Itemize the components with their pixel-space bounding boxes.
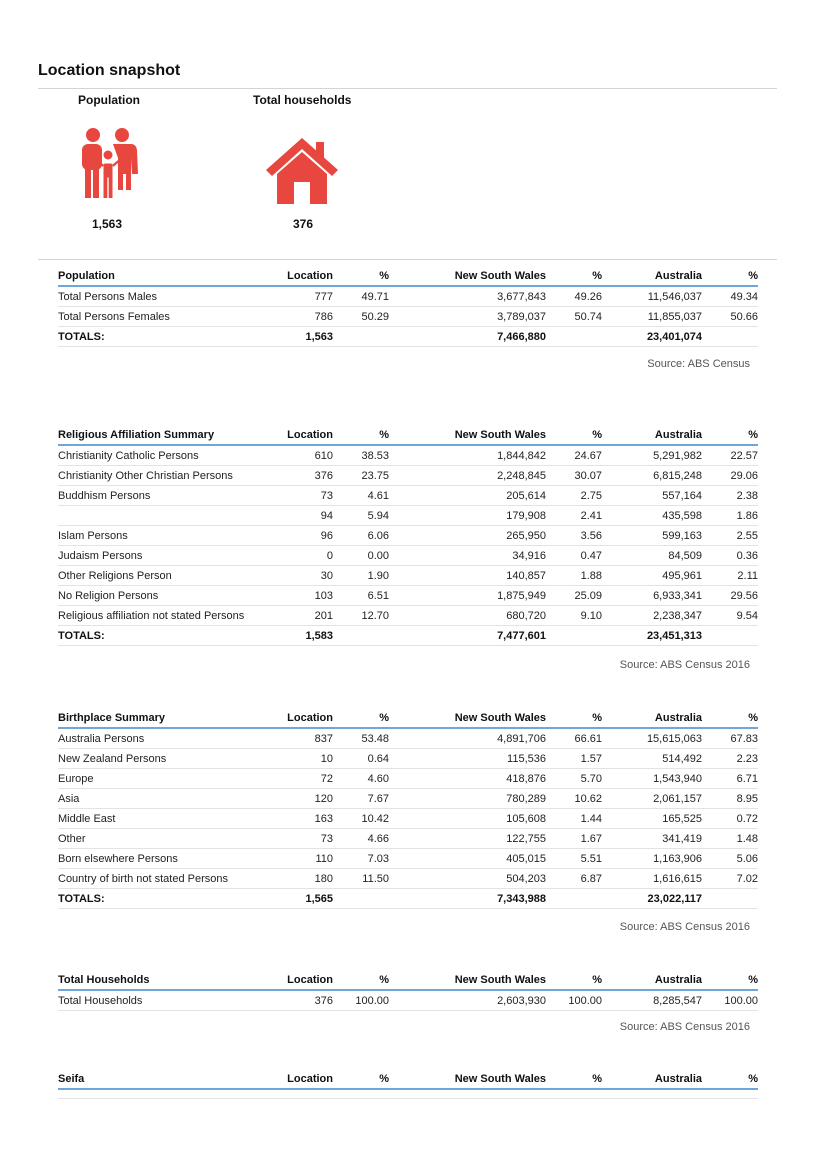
- cell-value: 2,238,347: [602, 606, 702, 626]
- cell-value: 8.95: [702, 789, 758, 809]
- cell-value: 11,546,037: [602, 286, 702, 307]
- column-header: Australia: [602, 970, 702, 990]
- table-row: [58, 849, 758, 869]
- table-row: [58, 728, 758, 749]
- totals-value: [546, 889, 602, 909]
- cell-value: 94: [260, 506, 333, 526]
- totals-label: TOTALS:: [58, 889, 260, 909]
- cell-value: 100.00: [546, 990, 602, 1011]
- column-header: Birthplace Summary: [58, 708, 260, 728]
- cell-value: 24.67: [546, 445, 602, 466]
- table-row: [58, 286, 758, 307]
- cell-value: 4.66: [333, 829, 389, 849]
- column-header: %: [702, 970, 758, 990]
- cell-value: 376: [260, 466, 333, 486]
- religion-table: [58, 425, 758, 646]
- cell-value: 163: [260, 809, 333, 829]
- totals-row: [58, 889, 758, 909]
- seifa-table: [58, 1069, 758, 1090]
- totals-row: [58, 626, 758, 646]
- cell-value: 2.11: [702, 566, 758, 586]
- cell-value: 6,815,248: [602, 466, 702, 486]
- table-row: [58, 809, 758, 829]
- row-label: Christianity Catholic Persons: [58, 445, 260, 466]
- table-row: [58, 546, 758, 566]
- column-header: New South Wales: [389, 1069, 546, 1089]
- cell-value: 10.62: [546, 789, 602, 809]
- column-header: %: [333, 970, 389, 990]
- table-row: [58, 526, 758, 546]
- row-label: Judaism Persons: [58, 546, 260, 566]
- cell-value: 110: [260, 849, 333, 869]
- table-row: [58, 466, 758, 486]
- column-header: %: [702, 708, 758, 728]
- cell-value: 786: [260, 307, 333, 327]
- cell-value: 50.29: [333, 307, 389, 327]
- cell-value: 105,608: [389, 809, 546, 829]
- cell-value: 6.71: [702, 769, 758, 789]
- cell-value: 1.67: [546, 829, 602, 849]
- house-icon: [264, 136, 340, 209]
- cell-value: 11,855,037: [602, 307, 702, 327]
- row-label: Christianity Other Christian Persons: [58, 466, 260, 486]
- cell-value: 38.53: [333, 445, 389, 466]
- population-table: [58, 266, 758, 347]
- column-header: %: [546, 708, 602, 728]
- cell-value: 0.00: [333, 546, 389, 566]
- cell-value: 179,908: [389, 506, 546, 526]
- cell-value: 10: [260, 749, 333, 769]
- cell-value: 22.57: [702, 445, 758, 466]
- cell-value: 15,615,063: [602, 728, 702, 749]
- table-row: [58, 869, 758, 889]
- column-header: New South Wales: [389, 708, 546, 728]
- row-label: Other: [58, 829, 260, 849]
- households-table: [58, 970, 758, 1011]
- cell-value: 2.41: [546, 506, 602, 526]
- cell-value: 165,525: [602, 809, 702, 829]
- column-header: Total Households: [58, 970, 260, 990]
- table-header-row: [58, 425, 758, 445]
- cell-value: 5.51: [546, 849, 602, 869]
- cell-value: 1,163,906: [602, 849, 702, 869]
- column-header: Seifa: [58, 1069, 260, 1089]
- cell-value: 5.94: [333, 506, 389, 526]
- totals-value: [546, 626, 602, 646]
- column-header: Religious Affiliation Summary: [58, 425, 260, 445]
- cell-value: 376: [260, 990, 333, 1011]
- column-header: Location: [260, 1069, 333, 1089]
- column-header: Location: [260, 425, 333, 445]
- row-label: Buddhism Persons: [58, 486, 260, 506]
- row-label: Born elsewhere Persons: [58, 849, 260, 869]
- population-label: Population: [78, 93, 140, 107]
- row-label: Religious affiliation not stated Persons: [58, 606, 260, 626]
- totals-value: 7,343,988: [389, 889, 546, 909]
- table-header-row: [58, 266, 758, 286]
- cell-value: 5.06: [702, 849, 758, 869]
- cell-value: 610: [260, 445, 333, 466]
- page-title: Location snapshot: [38, 62, 181, 79]
- cell-value: 9.10: [546, 606, 602, 626]
- cell-value: 1.44: [546, 809, 602, 829]
- cell-value: 599,163: [602, 526, 702, 546]
- cell-value: 100.00: [702, 990, 758, 1011]
- table-row: [58, 307, 758, 327]
- cell-value: 66.61: [546, 728, 602, 749]
- cell-value: 8,285,547: [602, 990, 702, 1011]
- totals-value: [333, 889, 389, 909]
- cell-value: 504,203: [389, 869, 546, 889]
- cell-value: 2,061,157: [602, 789, 702, 809]
- cell-value: 4.60: [333, 769, 389, 789]
- cell-value: 0.72: [702, 809, 758, 829]
- column-header: Population: [58, 266, 260, 286]
- title-divider: [38, 88, 777, 89]
- cell-value: 0: [260, 546, 333, 566]
- column-header: %: [546, 1069, 602, 1089]
- totals-value: [702, 626, 758, 646]
- table-row: [58, 506, 758, 526]
- totals-value: 23,451,313: [602, 626, 702, 646]
- cell-value: 435,598: [602, 506, 702, 526]
- cell-value: 5,291,982: [602, 445, 702, 466]
- cell-value: 25.09: [546, 586, 602, 606]
- row-label: Australia Persons: [58, 728, 260, 749]
- cell-value: 12.70: [333, 606, 389, 626]
- cell-value: 7.03: [333, 849, 389, 869]
- row-label: Europe: [58, 769, 260, 789]
- column-header: Australia: [602, 708, 702, 728]
- cell-value: 5.70: [546, 769, 602, 789]
- table-row: [58, 789, 758, 809]
- cell-value: 29.06: [702, 466, 758, 486]
- row-label: Total Persons Males: [58, 286, 260, 307]
- cell-value: 50.74: [546, 307, 602, 327]
- source-note: Source: ABS Census 2016: [619, 921, 750, 933]
- source-note: Source: ABS Census 2016: [619, 659, 750, 671]
- cell-value: 205,614: [389, 486, 546, 506]
- totals-value: 1,583: [260, 626, 333, 646]
- cell-value: 2,603,930: [389, 990, 546, 1011]
- cell-value: 50.66: [702, 307, 758, 327]
- cell-value: 0.64: [333, 749, 389, 769]
- column-header: %: [702, 266, 758, 286]
- cell-value: 1.57: [546, 749, 602, 769]
- table-row: [58, 990, 758, 1011]
- cell-value: 122,755: [389, 829, 546, 849]
- cell-value: 6,933,341: [602, 586, 702, 606]
- column-header: Location: [260, 970, 333, 990]
- cell-value: 49.71: [333, 286, 389, 307]
- column-header: Location: [260, 708, 333, 728]
- cell-value: 2.38: [702, 486, 758, 506]
- table-row: [58, 769, 758, 789]
- cell-value: 2,248,845: [389, 466, 546, 486]
- birthplace-table: [58, 708, 758, 909]
- table-row: [58, 586, 758, 606]
- cell-value: 201: [260, 606, 333, 626]
- cell-value: 495,961: [602, 566, 702, 586]
- cell-value: 6.06: [333, 526, 389, 546]
- cell-value: 34,916: [389, 546, 546, 566]
- cell-value: 780,289: [389, 789, 546, 809]
- table-bottom-rule: [58, 1098, 758, 1099]
- totals-value: [702, 889, 758, 909]
- households-label: Total households: [253, 93, 352, 107]
- cell-value: 11.50: [333, 869, 389, 889]
- cell-value: 2.55: [702, 526, 758, 546]
- row-label: Total Households: [58, 990, 260, 1011]
- table-header-row: [58, 1069, 758, 1089]
- column-header: %: [702, 425, 758, 445]
- row-label: Other Religions Person: [58, 566, 260, 586]
- row-label: Asia: [58, 789, 260, 809]
- row-label: New Zealand Persons: [58, 749, 260, 769]
- cell-value: 120: [260, 789, 333, 809]
- column-header: Australia: [602, 266, 702, 286]
- cell-value: 837: [260, 728, 333, 749]
- cell-value: 3.56: [546, 526, 602, 546]
- cell-value: 2.23: [702, 749, 758, 769]
- table-header-row: [58, 970, 758, 990]
- cell-value: 2.75: [546, 486, 602, 506]
- cell-value: 49.34: [702, 286, 758, 307]
- totals-label: TOTALS:: [58, 327, 260, 347]
- column-header: %: [333, 708, 389, 728]
- cell-value: 96: [260, 526, 333, 546]
- column-header: %: [546, 970, 602, 990]
- table-row: [58, 749, 758, 769]
- cell-value: 103: [260, 586, 333, 606]
- totals-value: 23,401,074: [602, 327, 702, 347]
- cell-value: 1,844,842: [389, 445, 546, 466]
- table-header-row: [58, 708, 758, 728]
- cell-value: 115,536: [389, 749, 546, 769]
- cell-value: 3,677,843: [389, 286, 546, 307]
- cell-value: 341,419: [602, 829, 702, 849]
- totals-value: [702, 327, 758, 347]
- cell-value: 1,543,940: [602, 769, 702, 789]
- table-row: [58, 486, 758, 506]
- totals-value: 1,563: [260, 327, 333, 347]
- households-value: 376: [293, 217, 314, 231]
- column-header: %: [333, 425, 389, 445]
- cell-value: 0.47: [546, 546, 602, 566]
- column-header: %: [546, 425, 602, 445]
- source-note: Source: ABS Census 2016: [619, 1021, 750, 1033]
- cell-value: 777: [260, 286, 333, 307]
- totals-row: [58, 327, 758, 347]
- totals-value: 7,466,880: [389, 327, 546, 347]
- cell-value: 100.00: [333, 990, 389, 1011]
- population-value: 1,563: [92, 217, 123, 231]
- cell-value: 53.48: [333, 728, 389, 749]
- row-label: No Religion Persons: [58, 586, 260, 606]
- totals-value: 7,477,601: [389, 626, 546, 646]
- cell-value: 418,876: [389, 769, 546, 789]
- cell-value: 6.51: [333, 586, 389, 606]
- cell-value: 10.42: [333, 809, 389, 829]
- totals-label: TOTALS:: [58, 626, 260, 646]
- row-label: Country of birth not stated Persons: [58, 869, 260, 889]
- column-header: %: [702, 1069, 758, 1089]
- cell-value: 29.56: [702, 586, 758, 606]
- cell-value: 405,015: [389, 849, 546, 869]
- totals-value: [333, 327, 389, 347]
- table-row: [58, 566, 758, 586]
- cell-value: 1.86: [702, 506, 758, 526]
- cell-value: 4,891,706: [389, 728, 546, 749]
- family-icon: [80, 126, 138, 205]
- column-header: %: [546, 266, 602, 286]
- table-row: [58, 606, 758, 626]
- column-header: %: [333, 266, 389, 286]
- cell-value: 7.02: [702, 869, 758, 889]
- cell-value: 7.67: [333, 789, 389, 809]
- totals-value: [333, 626, 389, 646]
- cell-value: 84,509: [602, 546, 702, 566]
- cell-value: 557,164: [602, 486, 702, 506]
- totals-value: 23,022,117: [602, 889, 702, 909]
- row-label: [58, 506, 260, 526]
- cell-value: 1.90: [333, 566, 389, 586]
- cell-value: 180: [260, 869, 333, 889]
- column-header: New South Wales: [389, 970, 546, 990]
- column-header: %: [333, 1069, 389, 1089]
- cell-value: 514,492: [602, 749, 702, 769]
- cell-value: 1,875,949: [389, 586, 546, 606]
- cell-value: 6.87: [546, 869, 602, 889]
- cell-value: 30: [260, 566, 333, 586]
- row-label: Islam Persons: [58, 526, 260, 546]
- row-label: Total Persons Females: [58, 307, 260, 327]
- totals-value: [546, 327, 602, 347]
- column-header: Location: [260, 266, 333, 286]
- cell-value: 140,857: [389, 566, 546, 586]
- table-row: [58, 829, 758, 849]
- cell-value: 73: [260, 829, 333, 849]
- cell-value: 30.07: [546, 466, 602, 486]
- cell-value: 680,720: [389, 606, 546, 626]
- column-header: Australia: [602, 1069, 702, 1089]
- cell-value: 73: [260, 486, 333, 506]
- cell-value: 23.75: [333, 466, 389, 486]
- source-note: Source: ABS Census: [647, 358, 750, 370]
- row-label: Middle East: [58, 809, 260, 829]
- totals-value: 1,565: [260, 889, 333, 909]
- cell-value: 67.83: [702, 728, 758, 749]
- column-header: New South Wales: [389, 266, 546, 286]
- cell-value: 1,616,615: [602, 869, 702, 889]
- column-header: New South Wales: [389, 425, 546, 445]
- snapshot-divider: [38, 259, 777, 260]
- cell-value: 1.48: [702, 829, 758, 849]
- cell-value: 72: [260, 769, 333, 789]
- cell-value: 265,950: [389, 526, 546, 546]
- table-row: [58, 445, 758, 466]
- cell-value: 49.26: [546, 286, 602, 307]
- cell-value: 3,789,037: [389, 307, 546, 327]
- cell-value: 4.61: [333, 486, 389, 506]
- cell-value: 9.54: [702, 606, 758, 626]
- cell-value: 1.88: [546, 566, 602, 586]
- column-header: Australia: [602, 425, 702, 445]
- cell-value: 0.36: [702, 546, 758, 566]
